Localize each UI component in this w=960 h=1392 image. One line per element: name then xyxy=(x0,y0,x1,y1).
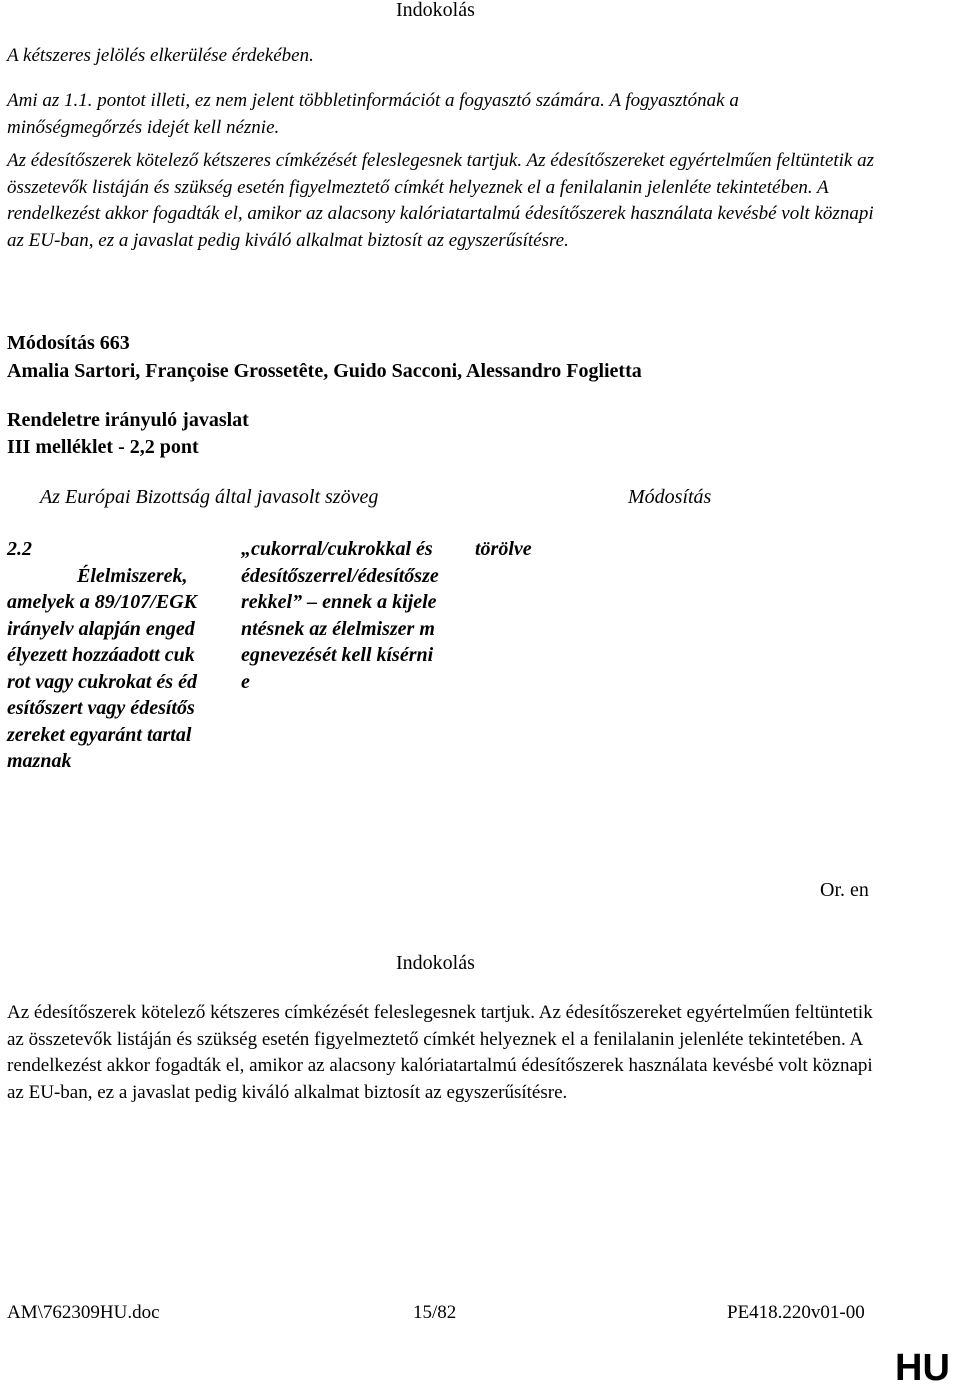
row-number: 2.2 xyxy=(7,538,32,560)
annex-reference: III melléklet - 2,2 pont xyxy=(7,436,199,458)
justification-line-1: A kétszeres jelölés elkerülése érdekében. xyxy=(7,45,314,66)
amendment-authors: Amalia Sartori, Françoise Grossetête, Guido Sacconi, Alessandro Foglietta xyxy=(7,360,642,382)
justification-heading-top: Indokolás xyxy=(396,0,475,21)
justification-line-3: Az édesítőszerek kötelező kétszeres címkézését feleslegesnek tartjuk. Az édesítőszereket egyértelműen feltüntetik az összetevők listáján és szükség esetén figyelmeztető címkét helyeznek el a fenilalanin jelenléte tekintetében. A rendelkezést akkor fogadták el, amikor az alacsony kalóriatartalmú édesítőszerek használata kevésbé volt köznapi az EU-ban, ez a javaslat pedig kiváló alkalmat biztosít az egyszerűsítésre. xyxy=(7,150,875,251)
amendment-column-header: Módosítás xyxy=(628,486,712,508)
amendment-number: Módosítás 663 xyxy=(7,332,130,354)
proposal-type: Rendeletre irányuló javaslat xyxy=(7,409,249,431)
deleted-text: „cukorral/cukrokkal és édesítőszerrel/édesítőszerekkel” – ennek a kijelentésnek az élelmiszer megnevezését kell kísérnie xyxy=(241,538,439,693)
justification-text-bottom: Az édesítőszerek kötelező kétszeres címkézését feleslegesnek tartjuk. Az édesítőszereket egyértelműen feltüntetik az összetevők listáján és szükség esetén figyelmeztető címkét helyeznek el a fenilalanin jelenléte tekintetében. A rendelkezést akkor fogadták el, amikor az alacsony kalóriatartalmú édesítőszerek használata kevésbé volt köznapi az EU-ban, ez a javaslat pedig kiváló alkalmat biztosít az egyszerűsítésre. xyxy=(7,1002,873,1103)
original-language: Or. en xyxy=(820,879,869,901)
commission-text-header: Az Európai Bizottság által javasolt szöveg xyxy=(40,486,379,508)
justification-heading-bottom: Indokolás xyxy=(396,952,475,974)
footer-doc-ref: AM\762309HU.doc xyxy=(7,1302,160,1323)
footer-page-number: 15/82 xyxy=(413,1302,457,1323)
language-code: HU xyxy=(895,1347,950,1389)
footer-pe-ref: PE418.220v01-00 xyxy=(727,1302,865,1323)
commission-text: Élelmiszerek, amelyek a 89/107/EGK irányelv alapján engedélyezett hozzáadott cukrot vagy cukrokat és édesítőszert vagy édesítőszereket egyaránt tartalmaznak xyxy=(7,564,197,772)
commission-text-cell xyxy=(7,536,197,775)
amendment-text: törölve xyxy=(475,538,532,560)
justification-line-2: Ami az 1.1. pontot illeti, ez nem jelent többletinformációt a fogyasztó számára. A fogyasztónak a minőségmegőrzés idejét kell néznie. xyxy=(7,90,739,138)
